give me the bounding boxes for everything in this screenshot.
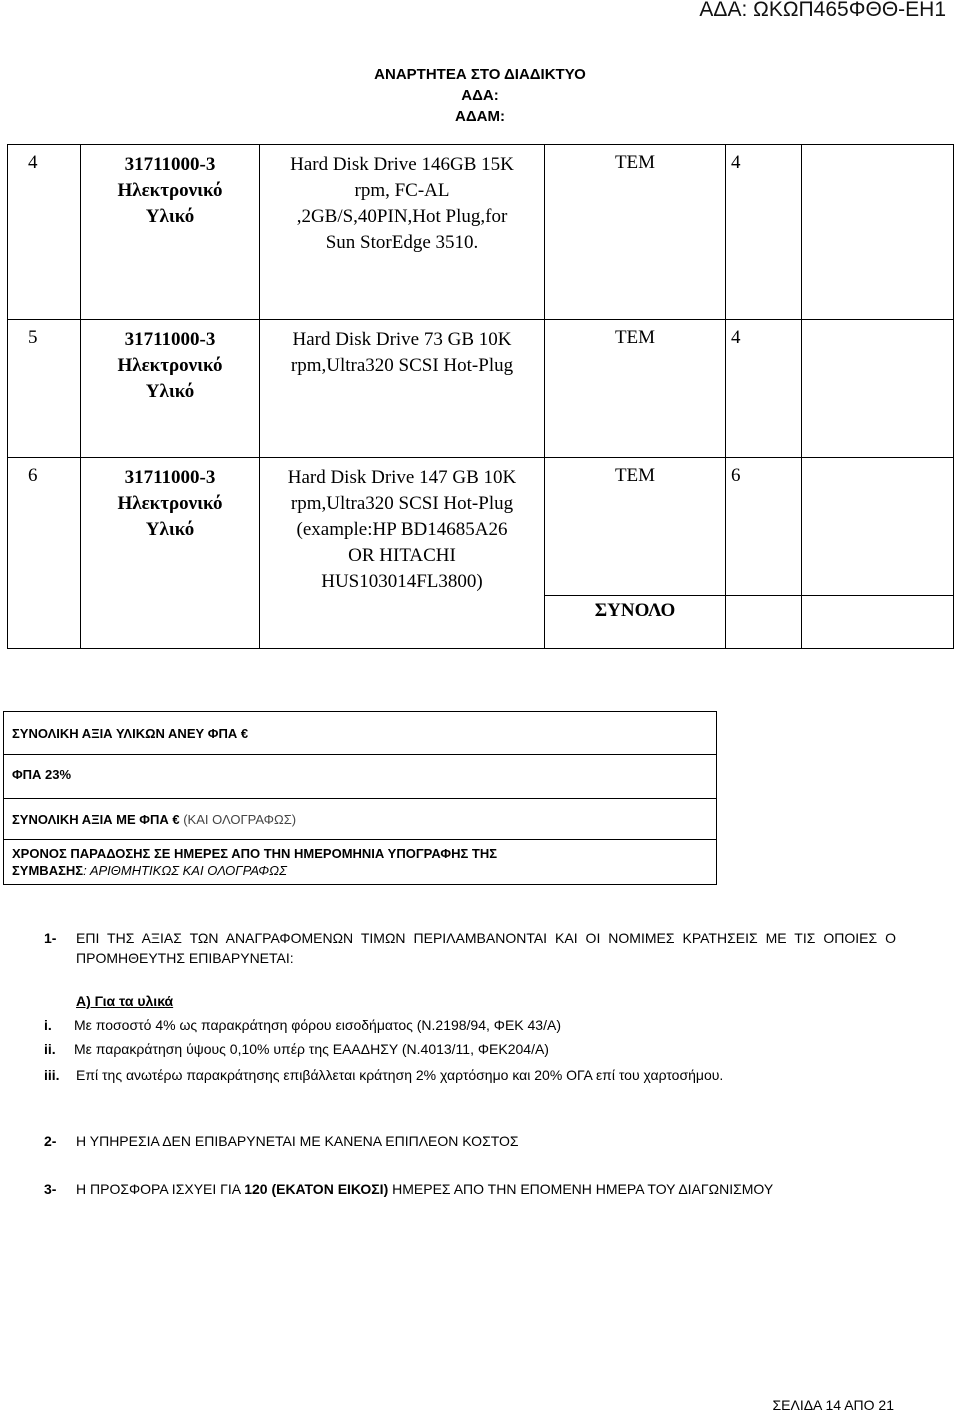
item-description [260, 320, 545, 458]
summary-total-label: ΣΥΝΟΛΙΚΗ ΑΞΙΑ ΜΕ ΦΠΑ € [12, 812, 180, 827]
table-row [8, 458, 954, 596]
adam-label: ΑΔΑΜ: [455, 108, 505, 125]
delivery-label-cont [12, 862, 712, 879]
sub-item-iii [44, 1065, 896, 1086]
summary-divider [4, 839, 716, 840]
cpv-desc: Ηλεκτρονικό [117, 355, 223, 376]
cpv-desc: Υλικό [145, 519, 195, 540]
item-price [802, 458, 954, 596]
note-text: ΗΜΕΡΕΣ ΑΠΟ ΤΗΝ ΕΠΟΜΕΝΗ ΗΜΕΡΑ ΤΟΥ ΔΙΑΓΩΝΙΣΜΟΥ [392, 1181, 774, 1197]
note-number: 1- [44, 930, 57, 946]
note-2 [44, 1133, 928, 1149]
item-number: 5 [8, 320, 81, 458]
sub-text: Επί της ανωτέρω παρακράτησης επιβάλλεται κράτηση 2% χαρτόσημο και 20% ΟΓΑ επί του χαρτοσήμου. [76, 1067, 724, 1083]
delivery-label: ΧΡΟΝΟΣ ΠΑΡΑΔΟΣΗΣ ΣΕ ΗΜΕΡΕΣ ΑΠΟ ΤΗΝ ΗΜΕΡΟΜΗΝΙΑ ΥΠΟΓΡΑΦΗΣ ΤΗΣ [12, 846, 498, 861]
item-unit: TEM [545, 145, 726, 320]
note-text: Η ΠΡΟΣΦΟΡΑ ΙΣΧΥΕΙ ΓΙΑ [76, 1181, 241, 1197]
note-text: ΕΠΙ ΤΗΣ ΑΞΙΑΣ ΤΩΝ ΑΝΑΓΡΑΦΟΜΕΝΩΝ ΤΙΜΩΝ ΠΕΡΙΛΑΜΒΑΝΟΝΤΑΙ ΚΑΙ ΟΙ ΝΟΜΙΜΕΣ ΚΡΑΤΗΣΕΙΣ ΜΕ ΤΙΣ ΟΠΟΙΕΣ Ο ΠΡΟΜΗΘΕΥΤΗΣ ΕΠΙΒΑΡΥΝΕΤΑΙ: [76, 930, 896, 966]
description-line: Hard Disk Drive 73 GB 10K [292, 329, 512, 350]
item-qty: 4 [726, 320, 802, 458]
ada-label: ΑΔΑ: [461, 87, 499, 104]
item-price [802, 320, 954, 458]
sub-number: iii. [44, 1067, 60, 1083]
item-unit: TEM [545, 320, 726, 458]
item-description [260, 145, 545, 320]
total-value-cell [802, 596, 954, 649]
posting-title: ΑΝΑΡΤΗΤΕΑ ΣΤΟ ΔΙΑΔΙΚΤΥΟ [374, 66, 586, 83]
cpv-code: 31711000-3 [124, 467, 216, 488]
note-validity-days: 120 (ΕΚΑΤΟΝ ΕΙΚΟΣΙ) [244, 1181, 389, 1197]
item-description [260, 458, 545, 649]
description-line: OR HITACHI [348, 545, 456, 566]
summary-delivery-time [12, 845, 712, 879]
delivery-format: : ΑΡΙΘΜΗΤΙΚΩΣ ΚΑΙ ΟΛΟΓΡΑΦΩΣ [83, 863, 287, 878]
item-cpv [81, 145, 260, 320]
description-line: ,2GB/S,40PIN,Hot Plug,for [296, 206, 508, 227]
description-line: rpm, FC-AL [354, 180, 450, 201]
cpv-desc: Υλικό [145, 381, 195, 402]
ada-code-header: ΑΔΑ: ΩΚΩΠ465ΦΘΘ-ΕΗ1 [699, 0, 946, 21]
note-text: Η ΥΠΗΡΕΣΙΑ ΔΕΝ ΕΠΙΒΑΡΥΝΕΤΑΙ ΜΕ ΚΑΝΕΝΑ ΕΠΙΠΛΕΟΝ ΚΟΣΤΟΣ [76, 1133, 519, 1149]
item-price [802, 145, 954, 320]
summary-total-words: (ΚΑΙ ΟΛΟΓΡΑΦΩΣ) [183, 812, 297, 827]
cpv-desc: Υλικό [145, 206, 195, 227]
note-3 [44, 1179, 896, 1200]
sub-text: Με ποσοστό 4% ως παρακράτηση φόρου εισοδήματος (Ν.2198/94, ΦΕΚ 43/Α) [74, 1017, 561, 1033]
page-number: ΣΕΛΙΔΑ 14 ΑΠΟ 21 [772, 1397, 894, 1413]
cpv-code: 31711000-3 [124, 154, 216, 175]
cpv-desc: Ηλεκτρονικό [117, 180, 223, 201]
table-row [8, 145, 954, 320]
note-number: 3- [44, 1181, 57, 1197]
summary-divider [4, 754, 716, 755]
item-number: 6 [8, 458, 81, 649]
description-line: HUS103014FL3800) [321, 571, 483, 592]
note-number: 2- [44, 1133, 57, 1149]
item-cpv [81, 458, 260, 649]
delivery-contract: ΣΥΜΒΑΣΗΣ [12, 863, 84, 878]
description-line: Sun StorEdge 3510. [325, 232, 479, 253]
sub-item-ii [44, 1041, 896, 1057]
sub-text: Με παρακράτηση ύψους 0,10% υπέρ της ΕΑΑΔΗΣΥ (Ν.4013/11, ΦΕΚ204/Α) [74, 1041, 549, 1057]
description-line: Hard Disk Drive 146GB 15K [290, 154, 514, 175]
table-row [8, 320, 954, 458]
description-line: Hard Disk Drive 147 GB 10K [287, 467, 517, 488]
total-label: ΣΥΝΟΛΟ [545, 596, 726, 649]
sub-number: ii. [44, 1041, 56, 1057]
description-line: (example:HP BD14685A26 [296, 519, 508, 540]
item-unit: TEM [545, 458, 726, 596]
description-line: rpm,Ultra320 SCSI Hot-Plug [290, 355, 514, 376]
sub-number: i. [44, 1017, 52, 1033]
total-qty-cell [726, 596, 802, 649]
sub-item-i [44, 1017, 896, 1033]
summary-divider [4, 798, 716, 799]
item-number: 4 [8, 145, 81, 320]
items-table [7, 144, 954, 649]
item-qty: 6 [726, 458, 802, 596]
summary-vat: ΦΠΑ 23% [12, 767, 72, 782]
summary-net-value: ΣΥΝΟΛΙΚΗ ΑΞΙΑ ΥΛΙΚΩΝ ΑΝΕΥ ΦΠΑ € [12, 726, 249, 741]
cpv-code: 31711000-3 [124, 329, 216, 350]
posting-title-block [0, 64, 960, 127]
description-line: rpm,Ultra320 SCSI Hot-Plug [290, 493, 514, 514]
cpv-desc: Ηλεκτρονικό [117, 493, 223, 514]
item-qty: 4 [726, 145, 802, 320]
note-1 [44, 928, 896, 968]
item-cpv [81, 320, 260, 458]
summary-total-with-vat [12, 812, 296, 827]
materials-heading: Α) Για τα υλικά [76, 993, 174, 1009]
summary-box [3, 711, 717, 885]
